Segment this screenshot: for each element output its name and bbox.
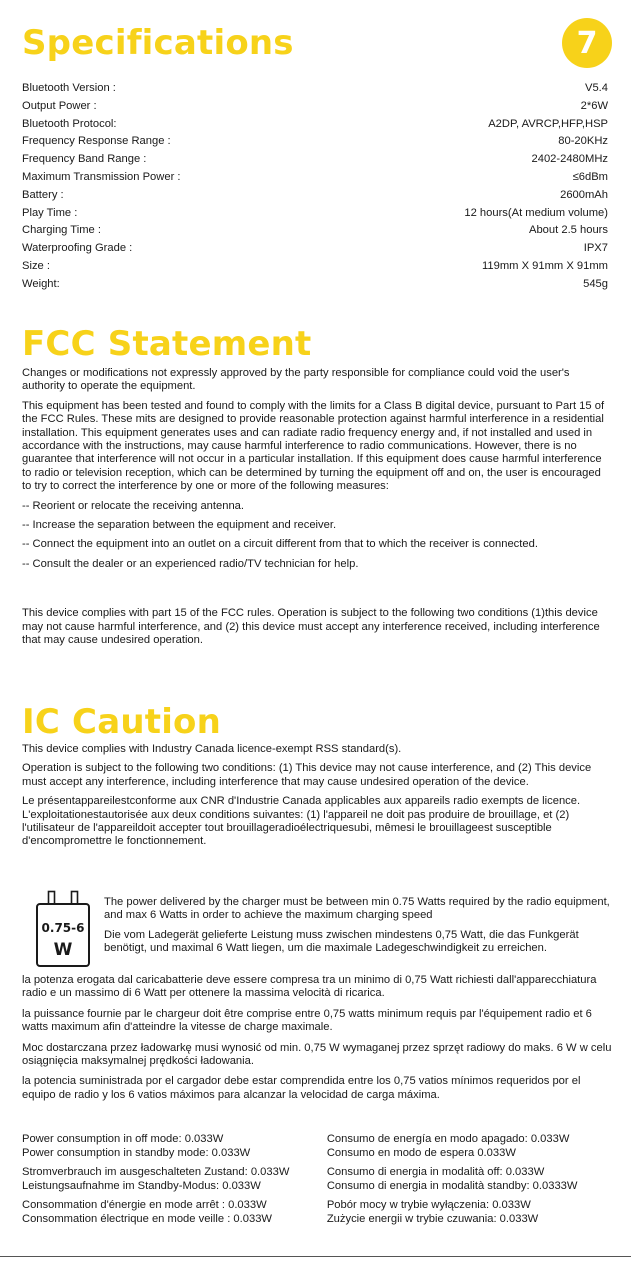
power-group-it [327, 1166, 612, 1193]
power-group-fr [22, 1199, 327, 1226]
spec-label: Frequency Response Range : [22, 135, 171, 148]
spec-value: 2402-2480MHz [531, 153, 608, 166]
fcc-heading: FCC Statement [22, 324, 312, 364]
power-group-pl [327, 1199, 612, 1226]
spec-label: Frequency Band Range : [22, 153, 147, 166]
power-line: Consumo de energía en modo apagado: 0.033W [326, 1133, 570, 1145]
power-line: Consumo di energia in modalità off: 0.033W [326, 1166, 545, 1179]
power-line: Consommation d'énergie en mode arrêt : 0.033W [22, 1199, 267, 1212]
spec-label: Maximum Transmission Power : [22, 170, 181, 183]
spec-value: 2600mAh [560, 188, 608, 201]
spec-label: Size : [22, 259, 50, 272]
spec-value: 80-20KHz [558, 135, 608, 148]
charger-icon-unit: W [53, 940, 73, 960]
power-consumption [22, 1133, 612, 1233]
charger-text-de: Die vom Ladegerät gelieferte Leistung muss zwischen mindestens 0,75 Watt, die das Funkgerät benötigt, und maximal 6 Watt liegen, um die maximale Ladegeschwindigkeit zu erreichen. [104, 928, 579, 955]
spec-label: Weight: [22, 277, 60, 290]
spec-row [22, 133, 608, 151]
charger-power-icon [34, 890, 92, 970]
charger-text [104, 896, 612, 962]
spec-value: 119mm X 91mm X 91mm [482, 259, 608, 272]
power-line: Consumo en modo de espera 0.033W [326, 1146, 516, 1159]
charger-text-it: la potenza erogata dal caricabatterie deve essere compresa tra un minimo di 0,75 Watt richiesti dall'apparecchiatura radio e un massimo di 6 Watt per ottenere la massima velocità di ricarica. [22, 974, 597, 1000]
charger-text-es: la potencia suministrada por el cargador debe estar comprendida entre los 0,75 vatios mínimos requeridos por el equipo de radio y los 6 vatios máximos para alcanzar la velocidad de carga máxima. [22, 1075, 581, 1101]
spec-value: IPX7 [583, 242, 608, 255]
power-line: Stromverbrauch im ausgeschalteten Zustand: 0.033W [22, 1166, 290, 1179]
power-line: Power consumption in off mode: 0.033W [22, 1133, 224, 1145]
power-line: Power consumption in standby mode: 0.033W [22, 1146, 251, 1159]
spec-row [22, 116, 608, 134]
power-column-right [327, 1133, 612, 1233]
charger-text-pl: Moc dostarczana przez ładowarkę musi wynosić od min. 0,75 W wymaganej przez sprzęt radiowy do maks. 6 W w celu osiągnięcia maksymalnej prędkości ładowania. [22, 1041, 612, 1068]
spec-value: 12 hours(At medium volume) [464, 206, 608, 219]
power-line: Zużycie energii w trybie czuwania: 0.033W [326, 1212, 539, 1225]
fcc-measure: -- Reorient or relocate the receiving antenna. [22, 499, 245, 512]
page-number-badge: 7 [562, 18, 612, 68]
charger-text-fr: la puissance fournie par le chargeur doit être comprise entre 0,75 watts minimum requis par l'équipement radio et 6 watts maximum afin d'atteindre la vitesse de charge maximale. [22, 1007, 592, 1034]
power-group-es [327, 1133, 612, 1160]
spec-row [22, 222, 608, 240]
fcc-statement [22, 367, 612, 654]
spec-row [22, 187, 608, 205]
spec-row [22, 80, 608, 98]
spec-label: Charging Time : [22, 224, 101, 237]
ic-paragraph: Operation is subject to the following two conditions: (1) This device may not cause interference, and (2) This device must accept any interference, including interference that may cause undesired operation of the device. [22, 762, 592, 788]
spec-row [22, 240, 608, 258]
spec-label: Waterproofing Grade : [22, 242, 133, 255]
fcc-measure: -- Connect the equipment into an outlet on a circuit different from that to which the receiver is connected. [22, 538, 538, 551]
power-line: Consumo di energia in modalità standby: 0.0333W [326, 1179, 578, 1192]
ic-paragraph: Le présentappareilestconforme aux CNR d'Industrie Canada applicables aux appareils radio exempts de licence. L'exploitationestautorisée aux deux conditions suivantes: (1) l'appareil ne doit pas produire de brouillage, et (2) l'utilisateur de l'appareildoit accepter tout brouillageradioélectriquesubi, mêmesi le brouillageest susceptible d'encompromettre le fonctionnement. [22, 795, 581, 848]
power-group-en [22, 1133, 327, 1160]
charger-icon-range: 0.75-6 [41, 921, 85, 935]
ic-paragraph: This device complies with Industry Canada licence-exempt RSS standard(s). [22, 743, 402, 755]
fcc-measure: -- Increase the separation between the equipment and receiver. [22, 519, 337, 532]
ic-heading: IC Caution [22, 702, 222, 742]
spec-label: Output Power : [22, 99, 97, 112]
spec-row [22, 205, 608, 223]
power-line: Pobór mocy w trybie wyłączenia: 0.033W [326, 1199, 531, 1212]
specifications-table [22, 80, 608, 294]
power-column-left [22, 1133, 327, 1233]
spec-row [22, 98, 608, 116]
spec-row [22, 151, 608, 169]
spec-value: About 2.5 hours [529, 224, 608, 237]
power-line: Consommation électrique en mode veille : 0.033W [22, 1212, 272, 1225]
spec-row [22, 169, 608, 187]
fcc-paragraph: This equipment has been tested and found to comply with the limits for a Class B digital device, pursuant to Part 15 of the FCC Rules. These mits are designed to provide reasonable protection against harmful interference in a residential installation. This equipment generates uses and can radiate radio frequency energy and, if not installed and used in accordance with the instructions, may cause harmful interference to radio communications. However, there is no guarantee that interference will not occur in a particular installation. If this equipment does cause harmful interference to radio or television reception, which can be determined by turning the equipment off and on, the user is encouraged to try to correct the interference by one or more of the following measures: [22, 399, 605, 493]
charger-translations [22, 974, 612, 1109]
spec-value: A2DP, AVRCP,HFP,HSP [488, 117, 608, 130]
fcc-paragraph: Changes or modifications not expressly approved by the party responsible for compliance could void the user's authority to operate the equipment. [22, 367, 570, 393]
spec-label: Play Time : [22, 206, 78, 219]
charger-notice [22, 890, 612, 970]
spec-label: Battery : [22, 188, 64, 201]
ic-caution [22, 743, 612, 855]
spec-label: Bluetooth Protocol: [22, 117, 117, 130]
spec-row [22, 258, 608, 276]
spec-value: V5.4 [584, 82, 608, 94]
charger-text-en: The power delivered by the charger must be between min 0.75 Watts required by the radio equipment, and max 6 Watts in order to achieve the maximum charging speed [104, 896, 610, 922]
page-bottom-divider [0, 1256, 631, 1257]
spec-value: ≤6dBm [572, 170, 608, 183]
spec-row [22, 276, 608, 294]
specifications-heading: Specifications [22, 23, 294, 63]
spec-value: 545g [583, 277, 608, 290]
spec-value: 2*6W [580, 99, 608, 112]
fcc-measure: -- Consult the dealer or an experienced radio/TV technician for help. [22, 557, 359, 570]
power-group-de [22, 1166, 327, 1193]
power-line: Leistungsaufnahme im Standby-Modus: 0.033W [22, 1179, 261, 1192]
spec-label: Bluetooth Version : [22, 82, 116, 94]
fcc-paragraph: This device complies with part 15 of the FCC rules. Operation is subject to the following two conditions (1)this device may not cause harmful interference, and (2) this device must accept any interference received, including interference that may cause undesired operation. [22, 607, 600, 647]
